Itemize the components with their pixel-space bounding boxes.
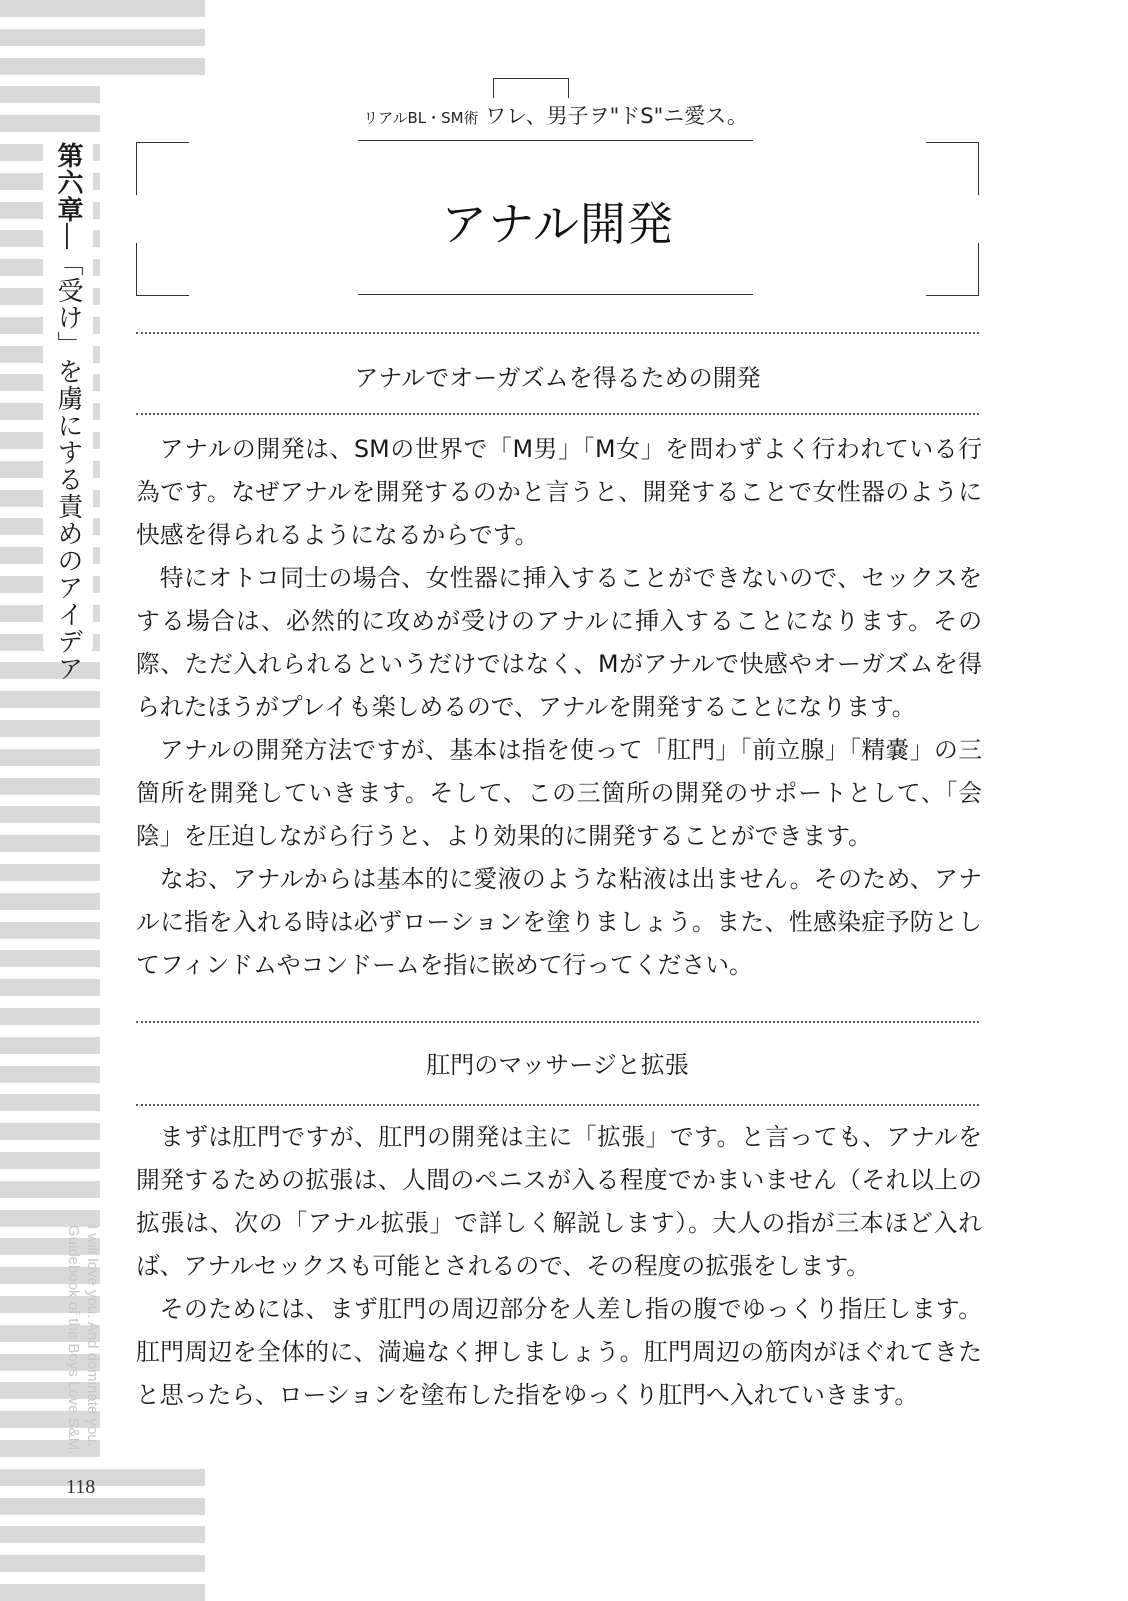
margin-stripe (0, 1066, 100, 1083)
title-bottom-rule (358, 294, 753, 295)
header-notch-left (493, 78, 494, 98)
paragraph: まずは肛門ですが、肛門の開発は主に「拡張」です。と言っても、アナルを開発するための拡張は、人間のペニスが入る程度でかまいません（それ以上の拡張は、次の「アナル拡張」で詳しく解説します）。大人の指が三本ほど入れば、アナルセックスも可能とされるので、その程度の拡張をします。 (136, 1123, 982, 1280)
margin-stripe (0, 1094, 100, 1111)
page-title: アナル開発 (441, 197, 674, 251)
paragraph: なお、アナルからは基本的に愛液のような粘液は出ません。そのため、アナルに指を入れる時は必ずローションを塗りましょう。また、性感染症予防としてフィンドムやコンドームを指に嵌めて行ってください。 (136, 865, 982, 979)
margin-stripe (0, 835, 100, 852)
margin-stripe (0, 86, 100, 103)
margin-stripe (0, 893, 100, 910)
header-notch-right (568, 78, 569, 98)
margin-stripe (0, 1526, 205, 1543)
margin-stripe (0, 864, 100, 881)
margin-stripe (0, 1152, 100, 1169)
margin-stripe (0, 950, 100, 967)
margin-stripe (0, 0, 205, 17)
running-header (358, 78, 753, 142)
section-body (136, 1116, 982, 1417)
header-notch-top (493, 78, 569, 79)
margin-stripe (0, 1123, 100, 1140)
margin-stripe (0, 115, 100, 132)
english-credit-line2: Guidebook of the Boys Love S&M. (65, 1225, 82, 1455)
margin-stripe (0, 749, 100, 766)
header-title (358, 100, 753, 130)
section-divider (136, 1021, 979, 1023)
margin-stripe (0, 806, 100, 823)
paragraph: アナルの開発方法ですが、基本は指を使って「肛門」「前立腺」「精嚢」の三箇所を開発していきます。そして、この三箇所の開発のサポートとして、「会陰」を圧迫しながら行うと、より効果的に開発することができます。 (136, 736, 982, 850)
section-divider (136, 332, 979, 334)
paragraph: アナルの開発は、SMの世界で「M男」「M女」を問わずよく行われている行為です。なぜアナルを開発するのかと言うと、開発することで女性器のように快感を得られるようになるからです。 (136, 435, 982, 549)
margin-stripe (0, 662, 100, 679)
section-body (136, 428, 982, 987)
section-heading: アナルでオーガズムを得るための開発 (354, 364, 761, 392)
margin-stripe (0, 1181, 100, 1198)
margin-stripe (0, 979, 100, 996)
english-credit-line1: I will love you. And dominate you. (84, 1225, 101, 1447)
margin-stripe (0, 778, 100, 795)
margin-stripe (0, 29, 205, 46)
paragraph: 特にオトコ同士の場合、女性器に挿入することができないので、セックスをする場合は、必然的に攻めが受けのアナルに挿入することになります。その際、ただ入れられるというだけではなく、Mがアナルで快感やオーガズムを得られたほうがプレイも楽しめるので、アナルを開発することになります。 (136, 564, 982, 721)
chapter-title: 「受け」を虜にする責めのアイデア (53, 250, 83, 682)
margin-stripe (0, 58, 205, 75)
margin-stripe (0, 1498, 205, 1515)
header-title-small: リアルBL・SM術 (363, 109, 479, 127)
margin-stripe (0, 922, 100, 939)
section-divider (136, 413, 979, 415)
chapter-separator: ― (53, 223, 83, 250)
header-rule (358, 140, 753, 141)
page-number: 118 (66, 1476, 96, 1498)
section-heading: 肛門のマッサージと拡張 (426, 1051, 689, 1079)
margin-stripe (0, 1037, 100, 1054)
english-credit (64, 1225, 102, 1465)
margin-stripe (0, 1584, 205, 1601)
chapter-tab (43, 132, 93, 682)
header-title-main: ワレ、男子ヲ"ドS"ニ愛ス。 (485, 104, 748, 128)
chapter-tab-text (53, 142, 83, 682)
section-divider (136, 1104, 979, 1106)
paragraph: そのためには、まず肛門の周辺部分を人差し指の腹でゆっくり指圧します。肛門周辺を全体的に、満遍なく押しましょう。肛門周辺の筋肉がほぐれてきたと思ったら、ローションを塗布した指をゆっくり肛門へ入れていきます。 (136, 1295, 982, 1409)
chapter-number: 第六章 (53, 142, 83, 223)
margin-stripe (0, 720, 100, 737)
margin-stripe (0, 1008, 100, 1025)
margin-stripe (0, 1469, 205, 1486)
margin-stripe (0, 1555, 205, 1572)
margin-stripe (0, 691, 100, 708)
